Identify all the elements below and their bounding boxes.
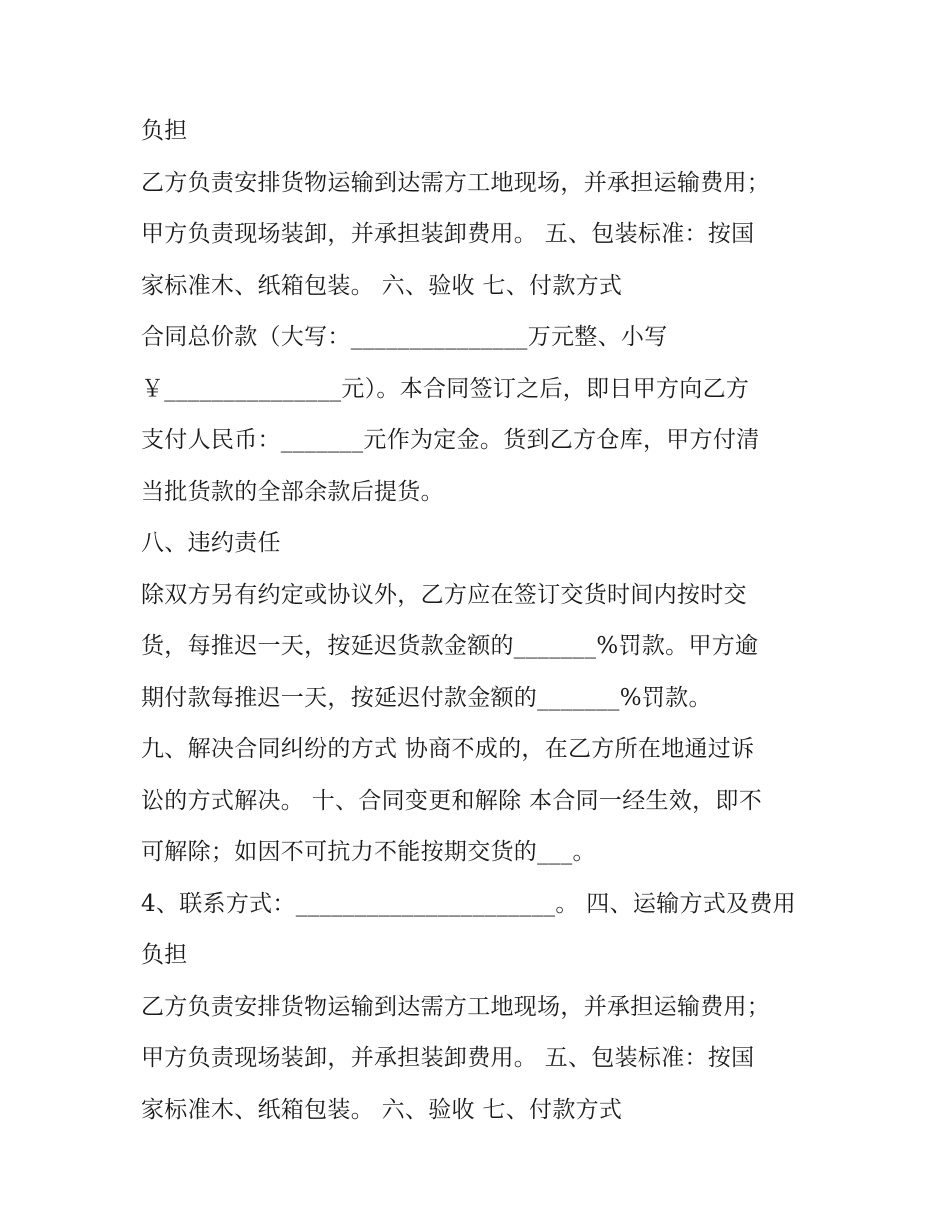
text-line: 家标准木、纸箱包装。 六、验收 七、付款方式 xyxy=(141,272,623,299)
text-line: 乙方负责安排货物运输到达需方工地现场，并承担运输费用； xyxy=(141,993,771,1020)
text-line: 九、解决合同纠纷的方式 协商不成的，在乙方所在地通过诉 xyxy=(141,736,755,762)
text-line: 家标准木、纸箱包装。 六、验收 七、付款方式 xyxy=(141,1096,623,1123)
text-line: 甲方负责现场装卸，并承担装卸费用。 五、包装标准：按国 xyxy=(141,1045,755,1071)
text-line: 当批货款的全部余款后提货。 xyxy=(141,478,444,505)
text-line: 负担 xyxy=(141,942,188,968)
text-line: 负担 xyxy=(141,118,188,144)
text-line: 乙方负责安排货物运输到达需方工地现场，并承担运输费用； xyxy=(141,169,771,196)
text-line: 除双方另有约定或协议外，乙方应在签订交货时间内按时交 xyxy=(141,581,747,608)
text-line: 期付款每推迟一天，按延迟付款金额的_______%罚款。 xyxy=(141,684,712,711)
text-line: 可解除；如因不可抗力不能按期交货的___。 xyxy=(141,839,596,865)
text-line: 讼的方式解决。 十、合同变更和解除 本合同一经生效，即不 xyxy=(141,787,763,814)
text-line: 4、联系方式：______________________。 四、运输方式及费用 xyxy=(141,890,796,917)
text-line: 货，每推迟一天，按延迟货款金额的_______%罚款。甲方逾 xyxy=(141,633,759,659)
text-line: 合同总价款（大写：_______________万元整、小写 xyxy=(141,324,668,350)
text-line: 甲方负责现场装卸，并承担装卸费用。 五、包装标准：按国 xyxy=(141,221,755,247)
text-line: 支付人民币：_______元作为定金。货到乙方仓库，甲方付清 xyxy=(141,427,760,453)
document-body xyxy=(141,106,821,1136)
section-heading: 八、违约责任 xyxy=(141,530,281,556)
text-line: ￥_______________元）。本合同签订之后，即日甲方向乙方 xyxy=(141,375,750,402)
